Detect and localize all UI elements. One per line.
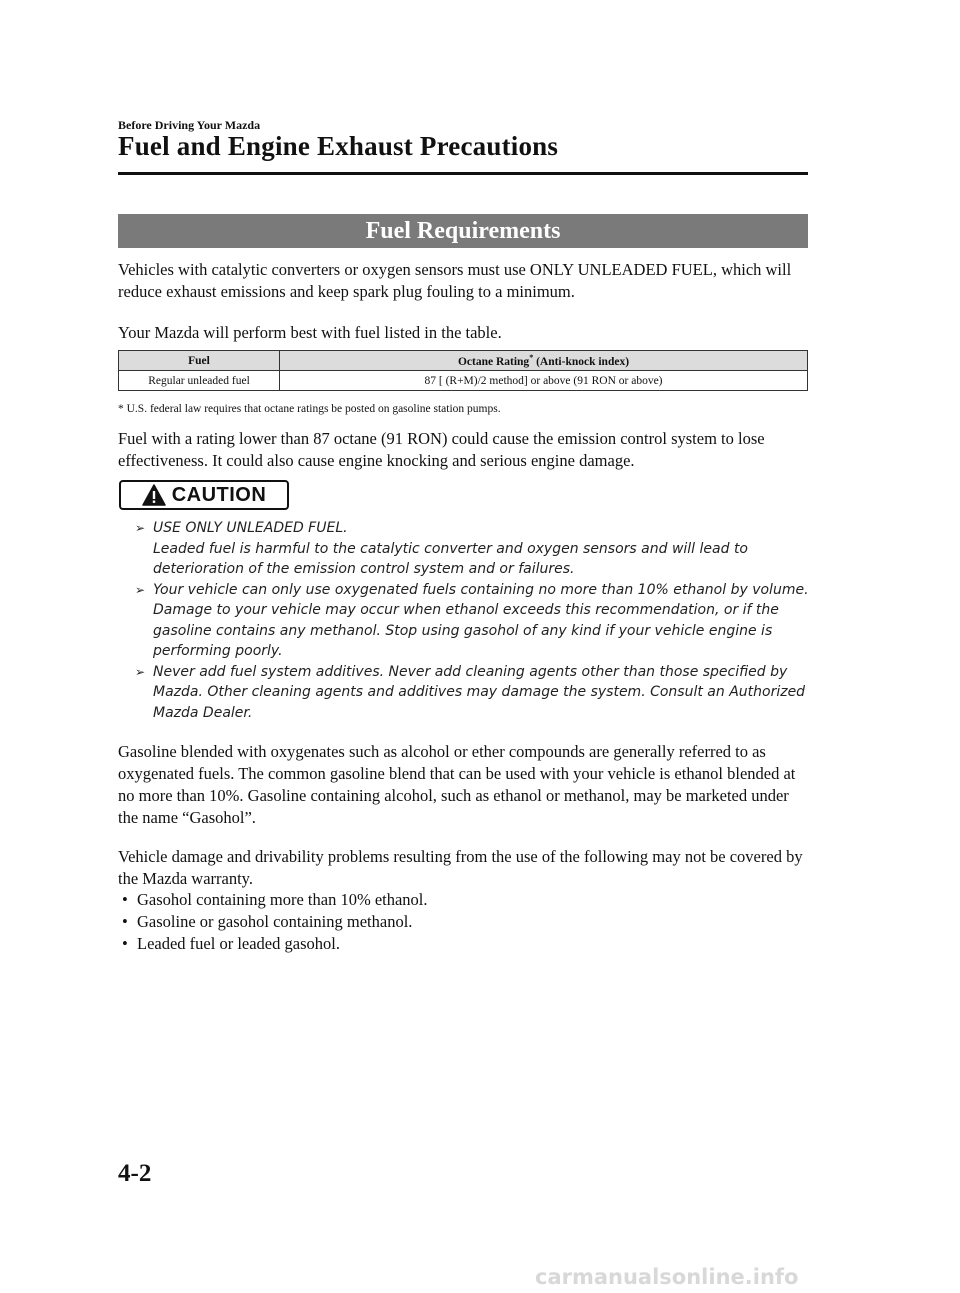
watermark: carmanualsonline.info xyxy=(535,1265,799,1289)
list-item xyxy=(118,889,428,911)
octane-label: Octane Rating xyxy=(457,355,530,368)
caution-item-text: Your vehicle can only use oxygenated fuels containing no more than 10% ethanol by volume. Damage to your vehicle may occur when ethanol exceeds this recommendation, or if the gasoline contains any methanol. Stop using gasohol of any kind if your vehicle engine is performing poorly. xyxy=(153,581,809,659)
table-header-row xyxy=(119,351,808,371)
caution-label: CAUTION xyxy=(171,483,267,506)
caution-item-head: USE ONLY UNLEADED FUEL. xyxy=(153,520,348,536)
caution-list xyxy=(135,518,815,723)
footnote: * U.S. federal law requires that octane ratings be posted on gasoline station pumps. xyxy=(118,403,501,415)
list-item-text: Gasohol containing more than 10% ethanol. xyxy=(137,890,428,909)
arrow-bullet-icon: ➢ xyxy=(135,582,146,597)
page-title: Fuel and Engine Exhaust Precautions xyxy=(118,131,559,161)
intro-paragraph: Vehicles with catalytic converters or oxygen sensors must use ONLY UNLEADED FUEL, which will reduce exhaust emissions and keep spark plug fouling to a minimum. xyxy=(118,260,792,301)
table-row xyxy=(119,371,808,391)
column-header-fuel: Fuel xyxy=(119,351,280,371)
list-item xyxy=(135,518,815,580)
caution-item-text: Leaded fuel is harmful to the catalytic converter and oxygen sensors and will lead to deterioration of the emission control system and or failures. xyxy=(153,540,748,577)
fuel-table xyxy=(118,350,808,391)
caution-item-text: Never add fuel system additives. Never add cleaning agents other than those specified by Mazda. Other cleaning agents and additives may damage the system. Consult an Authorized Mazda Dealer. xyxy=(153,663,806,721)
list-item-text: Gasoline or gasohol containing methanol. xyxy=(137,912,413,931)
list-item xyxy=(118,911,428,933)
octane-suffix: (Anti-knock index) xyxy=(533,355,630,368)
list-item xyxy=(135,662,815,724)
cell-fuel: Regular unleaded fuel xyxy=(119,371,280,391)
cell-octane: 87 [ (R+M)/2 method] or above (91 RON or above) xyxy=(280,371,808,391)
body-paragraph: Fuel with a rating lower than 87 octane (91 RON) could cause the emission control system to lose effectiveness. It could also cause engine knocking and serious engine damage. xyxy=(118,429,765,470)
arrow-bullet-icon: ➢ xyxy=(135,664,146,679)
list-item xyxy=(135,580,815,662)
bullet-icon: • xyxy=(122,912,128,931)
warning-triangle-icon xyxy=(142,484,166,506)
title-divider xyxy=(118,172,808,175)
warranty-list xyxy=(118,889,428,955)
footnote-marker: * xyxy=(529,353,534,363)
list-item-text: Leaded fuel or leaded gasohol. xyxy=(137,934,340,953)
intro-paragraph-2: Your Mazda will perform best with fuel listed in the table. xyxy=(118,323,502,342)
breadcrumb: Before Driving Your Mazda xyxy=(118,118,261,132)
bullet-icon: • xyxy=(122,890,128,909)
list-item xyxy=(118,933,428,955)
column-header-octane xyxy=(280,351,808,371)
body-paragraph-oxygenates: Gasoline blended with oxygenates such as alcohol or ether compounds are generally referred to as oxygenated fuels. The common gasoline blend that can be used with your vehicle is ethanol blended at no more than 10%. Gasoline containing alcohol, such as ethanol or methanol, may be marketed under the name “Gasohol”. xyxy=(118,742,796,827)
caution-label-box xyxy=(119,480,289,510)
section-heading: Fuel Requirements xyxy=(118,214,808,248)
body-paragraph-warranty: Vehicle damage and drivability problems resulting from the use of the following may not be covered by the Mazda warranty. xyxy=(118,847,803,888)
arrow-bullet-icon: ➢ xyxy=(135,521,146,535)
page-number: 4-2 xyxy=(118,1160,152,1187)
bullet-icon: • xyxy=(122,934,128,953)
